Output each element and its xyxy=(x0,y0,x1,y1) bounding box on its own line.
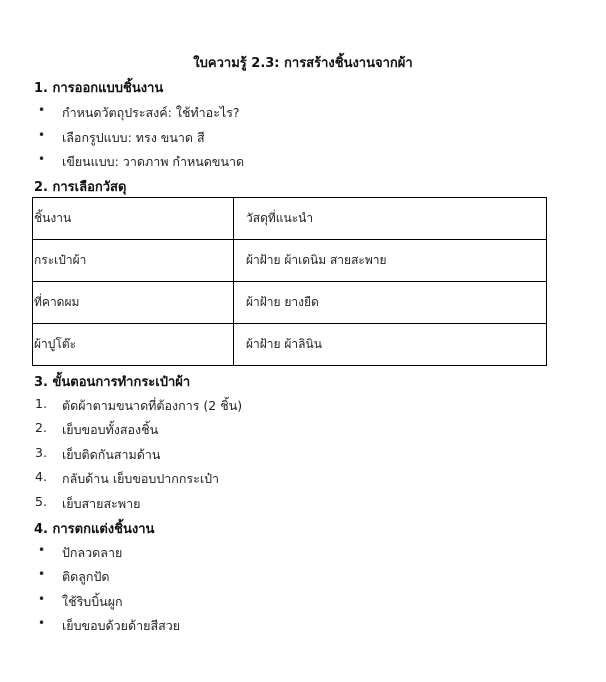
bullet-icon: • xyxy=(38,152,46,166)
table-cell: ผ้าฝ้าย ผ้าเดนิม สายสะพาย xyxy=(234,240,547,282)
table-cell: กระเป๋าผ้า xyxy=(33,240,234,282)
section-3-heading: 3. ขั้นตอนการทำกระเป๋าผ้า xyxy=(34,375,191,390)
list-number: 3. xyxy=(35,445,47,460)
list-number: 5. xyxy=(35,494,47,509)
list-item: • เย็บขอบด้วยด้ายสีสวย xyxy=(38,616,181,633)
list-item: • ติดลูกปัด xyxy=(38,567,110,584)
section-1-heading: 1. การออกแบบชิ้นงาน xyxy=(34,81,164,96)
list-item: • กำหนดวัตถุประสงค์: ใช้ทำอะไร? xyxy=(38,103,240,120)
bullet-icon: • xyxy=(38,103,46,117)
table-header-cell: วัสดุที่แนะนำ xyxy=(234,198,547,240)
bullet-icon: • xyxy=(38,543,46,557)
list-item: 4. กลับด้าน เย็บขอบปากกระเป๋า xyxy=(35,469,220,486)
table-cell: ที่คาดผม xyxy=(33,282,234,324)
list-item: • เขียนแบบ: วาดภาพ กำหนดขนาด xyxy=(38,152,245,169)
table-row xyxy=(33,324,547,366)
materials-table xyxy=(32,197,547,366)
list-item: 3. เย็บติดกันสามด้าน xyxy=(35,445,161,462)
list-number: 2. xyxy=(35,420,47,435)
bullet-icon: • xyxy=(38,592,46,606)
section-4-heading: 4. การตกแต่งชิ้นงาน xyxy=(34,522,155,537)
list-number: 4. xyxy=(35,469,47,484)
list-item: 1. ตัดผ้าตามขนาดที่ต้องการ (2 ชิ้น) xyxy=(35,396,243,413)
table-row xyxy=(33,240,547,282)
table-header-cell: ชิ้นงาน xyxy=(33,198,234,240)
bullet-icon: • xyxy=(38,128,46,142)
table-row xyxy=(33,282,547,324)
section-2-heading: 2. การเลือกวัสดุ xyxy=(34,180,127,195)
table-cell: ผ้าฝ้าย ยางยืด xyxy=(234,282,547,324)
list-item: • ปักลวดลาย xyxy=(38,543,123,560)
table-cell: ผ้าฝ้าย ผ้าลินิน xyxy=(234,324,547,366)
list-item: • เลือกรูปแบบ: ทรง ขนาด สี xyxy=(38,128,205,145)
document-title: ใบความรู้ 2.3: การสร้างชิ้นงานจากผ้า xyxy=(193,56,413,71)
table-header-row xyxy=(33,198,547,240)
table-cell: ผ้าปูโต๊ะ xyxy=(33,324,234,366)
bullet-icon: • xyxy=(38,616,46,630)
bullet-icon: • xyxy=(38,567,46,581)
list-item: 2. เย็บขอบทั้งสองชิ้น xyxy=(35,420,159,437)
list-item: • ใช้ริบบิ้นผูก xyxy=(38,592,123,609)
list-number: 1. xyxy=(35,396,47,411)
list-item: 5. เย็บสายสะพาย xyxy=(35,494,141,511)
